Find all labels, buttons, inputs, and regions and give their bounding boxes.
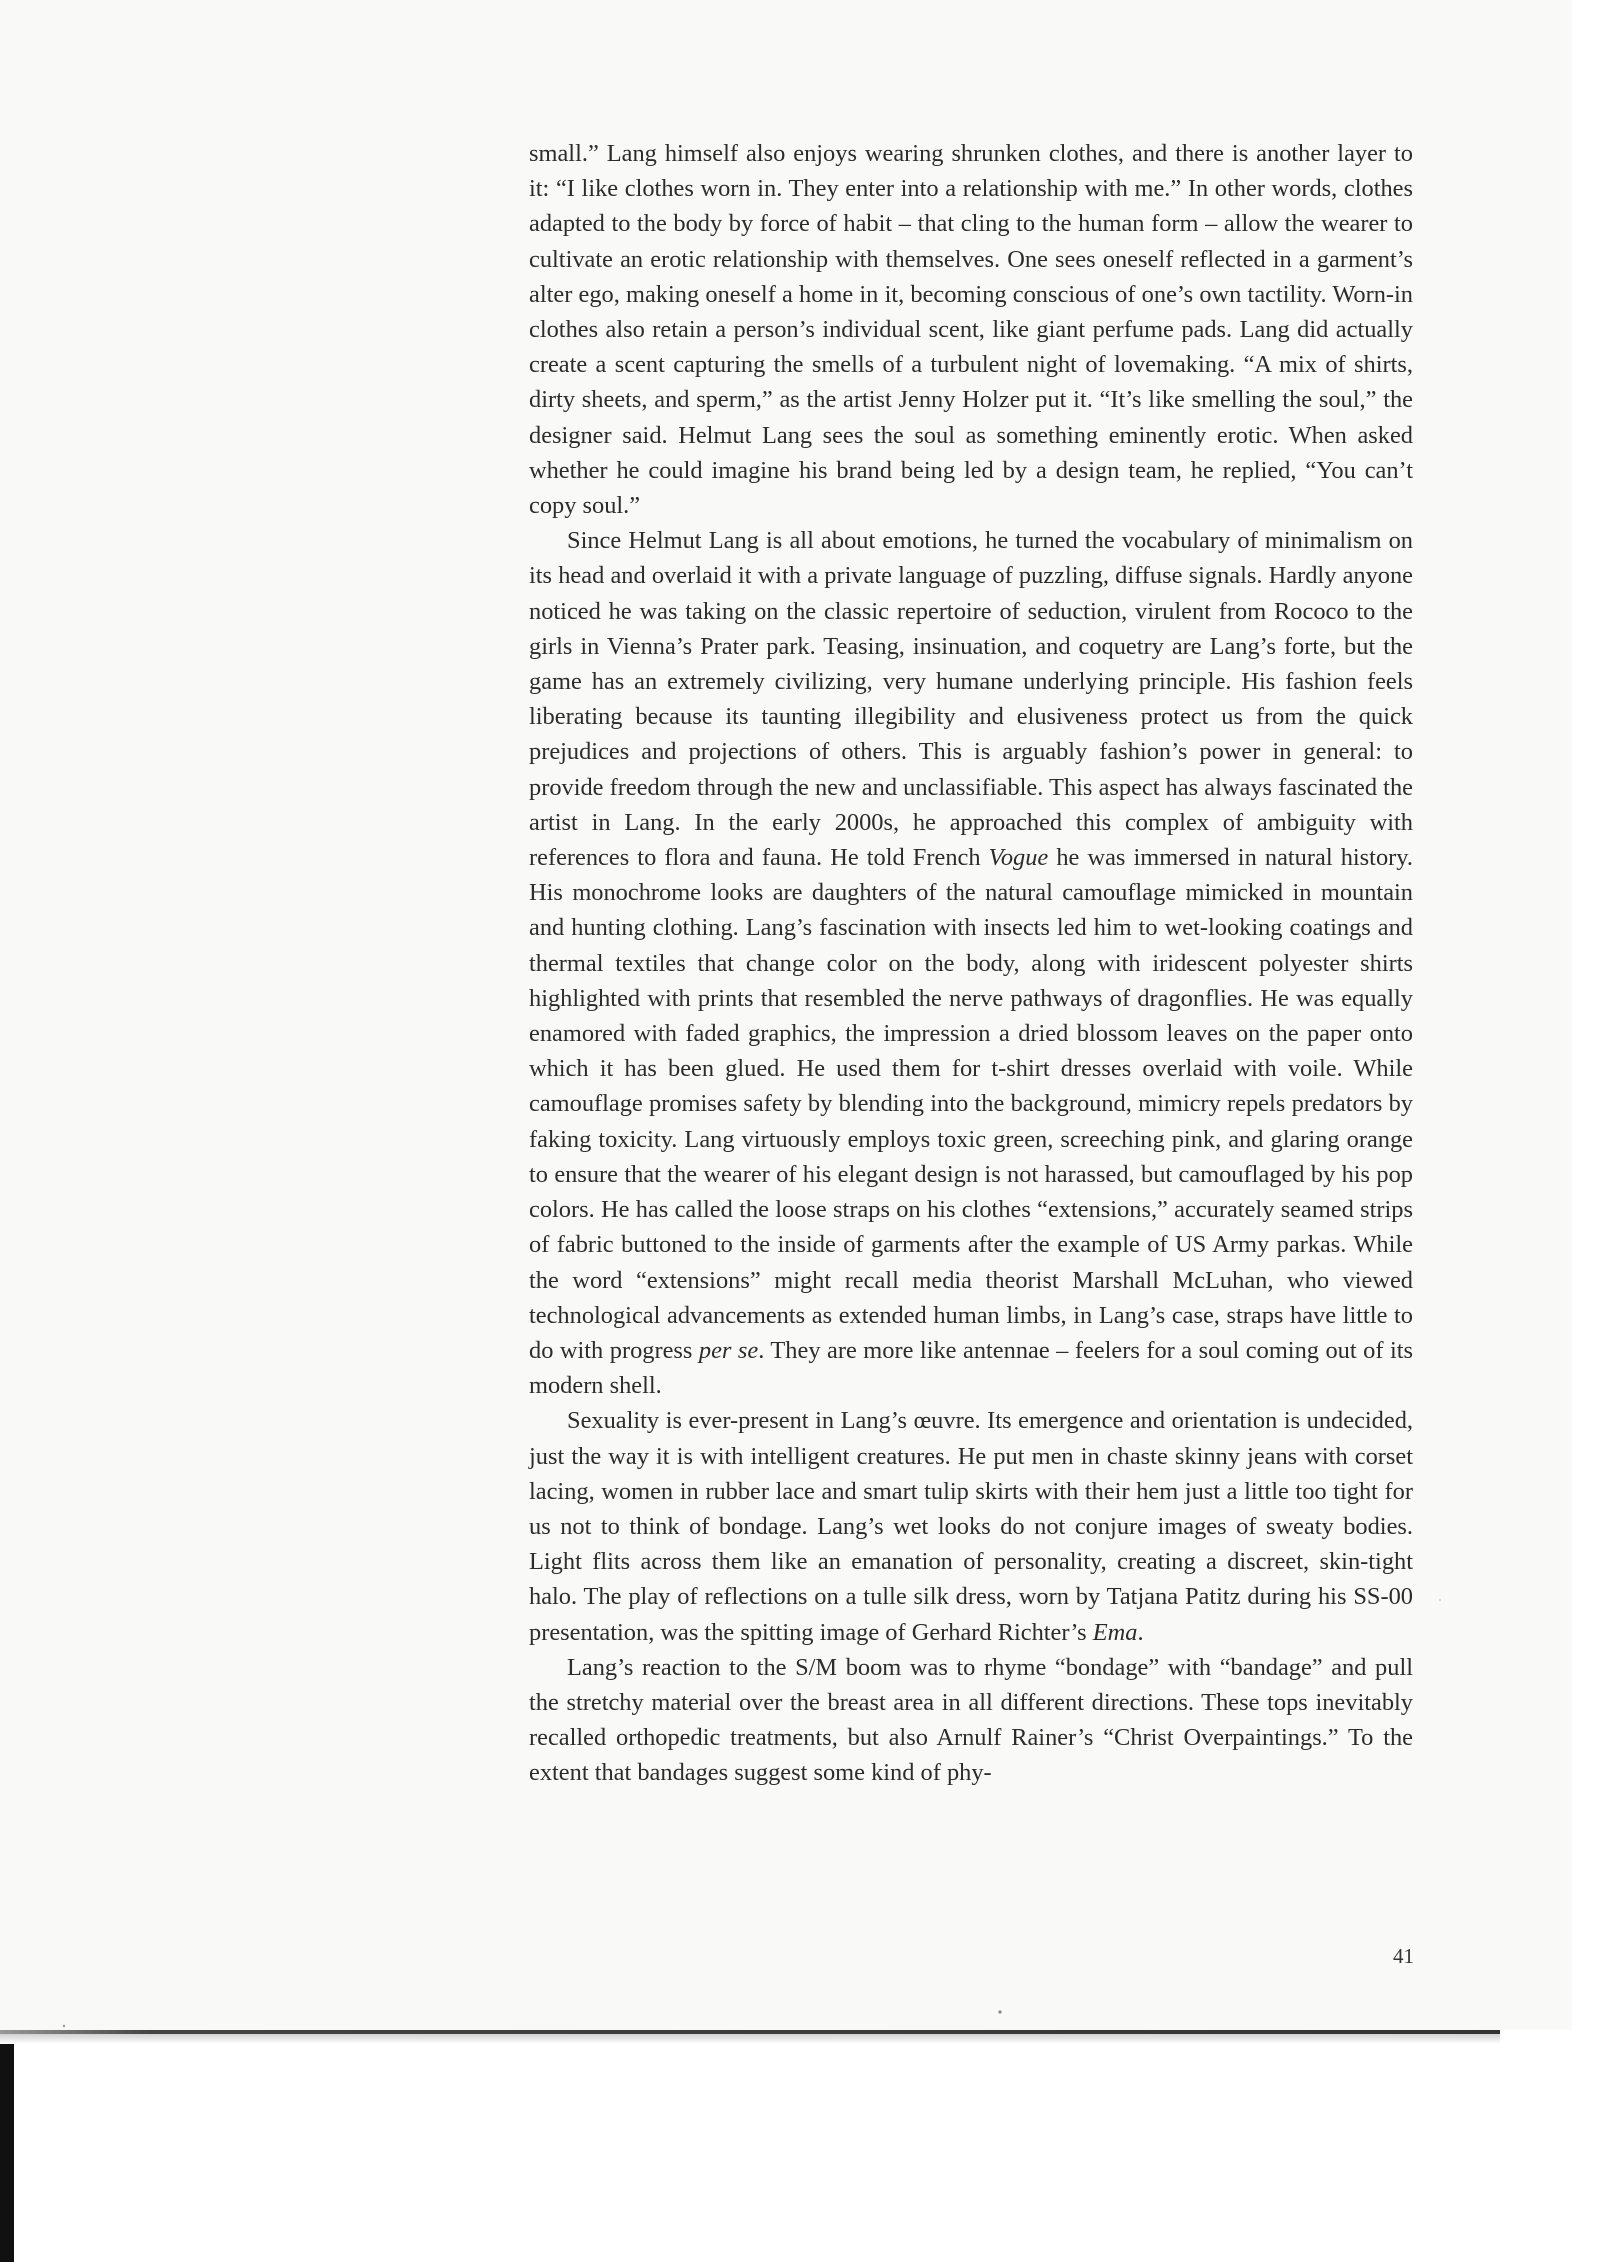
vogue-title: Vogue [988, 844, 1049, 872]
dust-speck [998, 2010, 1001, 2013]
paragraph-3-text-a: Sexuality is ever-present in Lang’s œuvre. Its emergence and orientation is undecided, just the way it is with intelligent creatures. He put men in chaste skinny jeans with corset lacing, women in rubber lace and smart tulip skirts with their hem just a little too tight for us not to think of bondage. Lang’s wet looks do not conjure images of sweaty bodies. Light flits across them like an emanation of personality, creating a discreet, skin-tight halo. The play of reflections on a tulle silk dress, worn by Tatjana Patitz during his SS-00 presentation, was the spitting image of Gerhard Richter’s [529, 1407, 1413, 1646]
paragraph-3-text-b: . [1137, 1618, 1144, 1646]
ema-title: Ema [1092, 1618, 1138, 1646]
paragraph-4 [529, 1650, 1413, 1791]
paragraph-3 [529, 1403, 1413, 1649]
page-edge-shadow [0, 2034, 1500, 2044]
scan-margin-right [1572, 0, 1600, 2262]
paragraph-2-text-c: . They are more like antennae – feelers for a soul coming out of its modern shell. [529, 1336, 1413, 1400]
paragraph-2-text-b: he was immersed in natural history. His monochrome looks are daughters of the natural camouflage mimicked in mountain and hunting clothing. Lang’s fascination with insects led him to wet-looking coatings and thermal textiles that change color on the body, along with iridescent polyester shirts highlighted with prints that resembled the nerve pathways of dragonflies. He was equally enamored with faded graphics, the impression a dried blossom leaves on the paper onto which it has been glued. He used them for t-shirt dresses overlaid with voile. While camouflage promises safety by blending into the background, mimicry repels predators by faking toxicity. Lang virtuously employs toxic green, screeching pink, and glaring orange to ensure that the wearer of his elegant design is not harassed, but camouflaged by his pop colors. He has called the loose straps on his clothes “extensions,” accurately seamed strips of fabric buttoned to the inside of garments after the example of US Army parkas. While the word “extensions” might recall media theorist Marshall McLuhan, who viewed technological advancements as extended human limbs, in Lang’s case, straps have little to do with progress [529, 844, 1413, 1364]
dust-speck [63, 2025, 65, 2027]
article-body [529, 136, 1413, 1791]
binding-shadow [0, 2044, 14, 2262]
paragraph-2 [529, 523, 1413, 1403]
dust-speck [1439, 1599, 1441, 1601]
paragraph-4-text: Lang’s reaction to the S/M boom was to rhyme “bondage” with “bandage” and pull the stretchy material over the breast area in all different directions. These tops inevitably recalled orthopedic treatments, but also Arnulf Rainer’s “Christ Overpaintings.” To the extent that bandages suggest some kind of phy- [529, 1653, 1413, 1787]
per-se-phrase: per se [698, 1336, 759, 1364]
paragraph-1 [529, 136, 1413, 523]
page-number: 41 [1393, 1944, 1414, 1968]
paragraph-2-text-a: Since Helmut Lang is all about emotions, he turned the vocabulary of minimalism on its head and overlaid it with a private language of puzzling, diffuse signals. Hardly anyone noticed he was taking on the classic repertoire of seduction, virulent from Rococo to the girls in Vienna’s Prater park. Teasing, insinuation, and coquetry are Lang’s forte, but the game has an extremely civilizing, very humane underlying principle. His fashion feels liberating because its taunting illegibility and elusiveness protect us from the quick prejudices and projections of others. This is arguably fashion’s power in general: to provide freedom through the new and unclassifiable. This aspect has always fascinated the artist in Lang. In the early 2000s, he approached this complex of ambiguity with references to flora and fauna. He told French [529, 527, 1413, 872]
paragraph-1-text: small.” Lang himself also enjoys wearing shrunken clothes, and there is another layer to it: “I like clothes worn in. They enter into a relationship with me.” In other words, clothes adapted to the body by force of habit – that cling to the human form – allow the wearer to cultivate an erotic relationship with themselves. One sees oneself reflected in a garment’s alter ego, making oneself a home in it, becoming conscious of one’s own tactility. Worn-in clothes also retain a person’s individual scent, like giant perfume pads. Lang did actually create a scent capturing the smells of a turbulent night of lovemaking. “A mix of shirts, dirty sheets, and sperm,” as the artist Jenny Holzer put it. “It’s like smelling the soul,” the designer said. Helmut Lang sees the soul as something eminently erotic. When asked whether he could imagine his brand being led by a design team, he replied, “You can’t copy soul.” [529, 140, 1413, 520]
